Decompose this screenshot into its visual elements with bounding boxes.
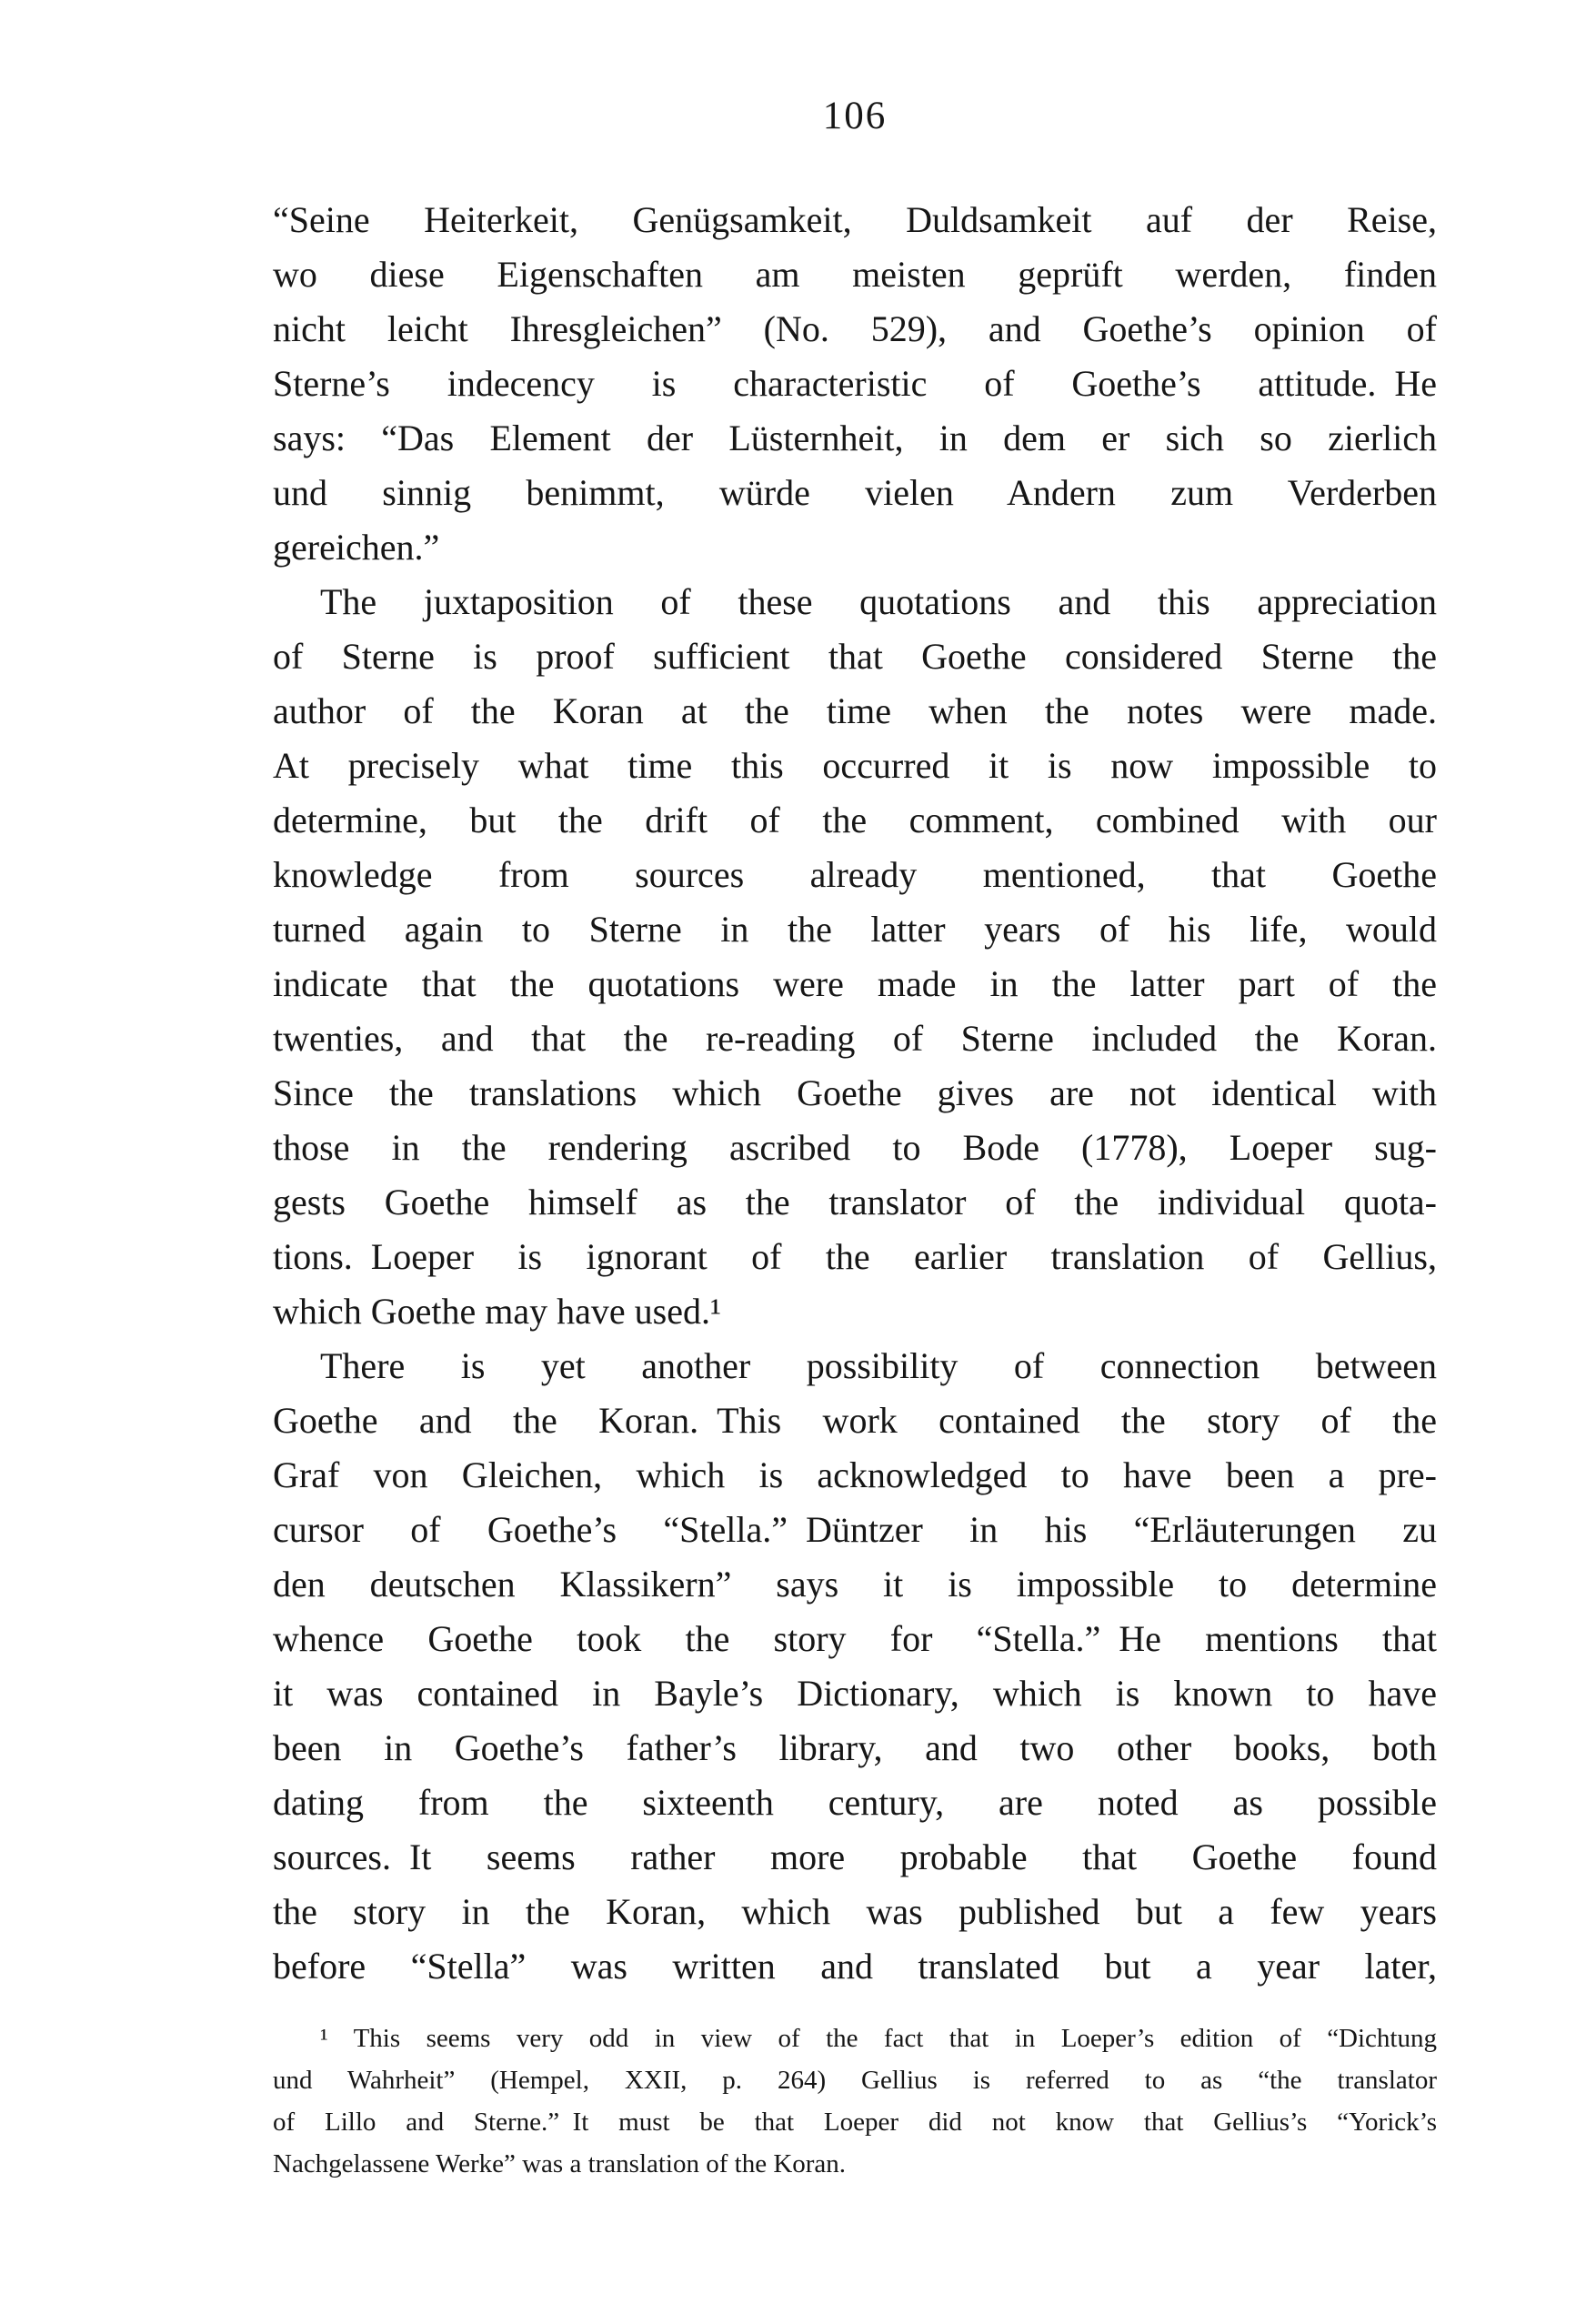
paragraph (273, 1339, 1437, 1994)
text-line: Graf von Gleichen, which is acknowledged to have been a pre- (273, 1454, 1437, 1495)
paragraph (273, 193, 1437, 575)
text-line: of Sterne is proof sufficient that Goethe considered Sterne the (273, 636, 1437, 677)
text-line: been in Goethe’s father’s library, and two other books, both (273, 1727, 1437, 1768)
text-line: den deutschen Klassikern” says it is impossible to determine (273, 1564, 1437, 1605)
text-line: ¹ This seems very odd in view of the fact that in Loeper’s edition of “Dichtung (320, 2024, 1437, 2053)
text-line: Nachgelassene Werke” was a translation of the Koran. (273, 2149, 847, 2178)
text-line: says: “Das Element der Lüsternheit, in dem er sich so zierlich (273, 418, 1437, 458)
text-line: tions. Loeper is ignorant of the earlier translation of Gellius, (273, 1236, 1437, 1277)
text-line: turned again to Sterne in the latter years of his life, would (273, 909, 1437, 950)
text-line: those in the rendering ascribed to Bode (1778), Loeper sug- (273, 1127, 1437, 1168)
text-line: cursor of Goethe’s “Stella.” Düntzer in his “Erläuterungen zu (273, 1509, 1437, 1550)
text-line: before “Stella” was written and translated but a year later, (273, 1946, 1437, 1987)
page-number: 106 (822, 95, 888, 137)
page-body (273, 193, 1437, 1994)
footnote (273, 2017, 1437, 2185)
text-line: determine, but the drift of the comment, combined with our (273, 800, 1437, 840)
text-line: of Lillo and Sterne.” It must be that Loeper did not know that Gellius’s “Yorick’s (273, 2108, 1437, 2137)
text-line: und sinnig benimmt, würde vielen Andern zum Verderben (273, 472, 1437, 513)
text-line: the story in the Koran, which was published but a few years (273, 1891, 1437, 1932)
text-line: gereichen.” (273, 527, 440, 568)
text-line: indicate that the quotations were made in the latter part of the (273, 963, 1437, 1004)
text-line: it was contained in Bayle’s Dictionary, which is known to have (273, 1673, 1437, 1714)
text-line: whence Goethe took the story for “Stella.” He mentions that (273, 1618, 1437, 1659)
text-line: knowledge from sources already mentioned, that Goethe (273, 854, 1437, 895)
text-line: sources. It seems rather more probable that Goethe found (273, 1836, 1437, 1877)
text-line: nicht leicht Ihresgleichen” (No. 529), and Goethe’s opinion of (273, 308, 1437, 349)
text-line: author of the Koran at the time when the notes were made. (273, 690, 1437, 731)
text-line: “Seine Heiterkeit, Genügsamkeit, Duldsamkeit auf der Reise, (273, 199, 1437, 240)
paragraph (273, 575, 1437, 1339)
text-line: twenties, and that the re-reading of Sterne included the Koran. (273, 1018, 1437, 1059)
text-line: There is yet another possibility of connection between (320, 1345, 1437, 1386)
text-line: und Wahrheit” (Hempel, XXII, p. 264) Gellius is referred to as “the translator (273, 2066, 1437, 2095)
text-line: wo diese Eigenschaften am meisten geprüft werden, finden (273, 254, 1437, 295)
text-line: dating from the sixteenth century, are noted as possible (273, 1782, 1437, 1823)
text-line: which Goethe may have used.¹ (273, 1291, 721, 1332)
text-line: Goethe and the Koran. This work contained the story of the (273, 1400, 1437, 1441)
text-line: gests Goethe himself as the translator of the individual quota- (273, 1182, 1437, 1222)
text-line: At precisely what time this occurred it is now impossible to (273, 745, 1437, 786)
text-line: The juxtaposition of these quotations and this appreciation (320, 581, 1437, 622)
text-line: Since the translations which Goethe gives are not identical with (273, 1072, 1437, 1113)
paragraph (273, 2017, 1437, 2185)
text-line: Sterne’s indecency is characteristic of Goethe’s attitude. He (273, 363, 1437, 404)
